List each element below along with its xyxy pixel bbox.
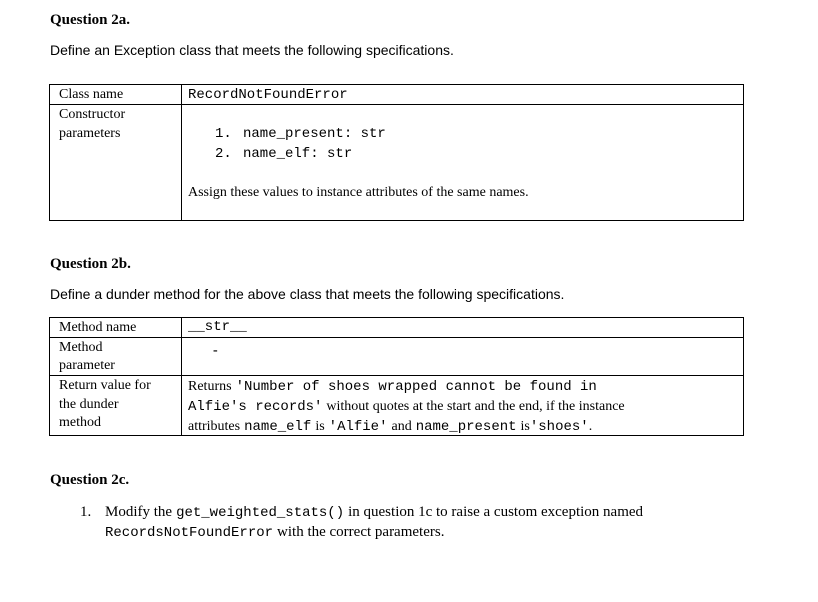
q2c-item-line1 xyxy=(105,502,643,523)
value-alfie: 'Alfie' xyxy=(328,419,388,435)
q2c-text-params: with the correct parameters. xyxy=(277,524,445,540)
is-word-1: is xyxy=(315,419,325,434)
param-1-number: 1. xyxy=(215,126,232,142)
q2c-function-name: get_weighted_stats() xyxy=(176,505,345,521)
q2a-table-row-line xyxy=(49,104,744,105)
q2a-heading: Question 2a. xyxy=(50,12,131,28)
return-label-line3: method xyxy=(59,415,101,430)
value-shoes: 'shoes' xyxy=(529,419,589,435)
q2c-text-raise: in question 1c to raise a custom exception named xyxy=(348,504,644,520)
class-name-value: RecordNotFoundError xyxy=(188,87,348,103)
q2a-intro: Define an Exception class that meets the following specifications. xyxy=(50,42,454,58)
q2b-table-row-line-1 xyxy=(49,337,744,338)
method-param-label-line2: parameter xyxy=(59,358,115,373)
return-value-line3 xyxy=(188,416,592,437)
class-name-label: Class name xyxy=(59,87,124,102)
and-word: and xyxy=(391,419,412,434)
param-2-text: name_elf: str xyxy=(243,146,353,162)
returns-word: Returns xyxy=(188,379,232,394)
return-label-line2: the dunder xyxy=(59,397,119,412)
assign-instruction: Assign these values to instance attributes of the same names. xyxy=(188,185,529,200)
q2c-item-line2 xyxy=(105,522,444,543)
param-1-text: name_present: str xyxy=(243,126,386,142)
q2c-heading: Question 2c. xyxy=(50,472,130,488)
attributes-word: attributes xyxy=(188,419,241,434)
return-text-part2: without quotes at the start and the end, if the instance xyxy=(326,399,625,414)
return-value-line1 xyxy=(188,376,597,397)
q2b-heading: Question 2b. xyxy=(50,256,131,272)
q2b-table-divider xyxy=(181,317,182,436)
method-name-value: __str__ xyxy=(188,319,247,335)
period: . xyxy=(588,419,593,434)
return-string-part1: 'Number of shoes wrapped cannot be found in xyxy=(235,379,597,395)
q2c-item-number: 1. xyxy=(80,504,92,520)
constructor-label-line2: parameters xyxy=(59,126,121,141)
return-value-line2 xyxy=(188,396,625,417)
param-2-number: 2. xyxy=(215,146,232,162)
q2c-exception-name: RecordsNotFoundError xyxy=(105,525,274,541)
q2b-intro: Define a dunder method for the above class that meets the following specifications. xyxy=(50,286,565,302)
return-label-line1: Return value for xyxy=(59,378,151,393)
attr-name-elf: name_elf xyxy=(244,419,312,435)
return-string-part2: Alfie's records' xyxy=(188,399,323,415)
attr-name-present: name_present xyxy=(415,419,517,435)
q2c-text-modify: Modify the xyxy=(105,504,173,520)
method-name-label: Method name xyxy=(59,320,137,335)
constructor-label-line1: Constructor xyxy=(59,107,126,122)
method-param-value: - xyxy=(213,343,218,358)
is-word-2: is xyxy=(520,419,530,434)
method-param-label-line1: Method xyxy=(59,340,103,355)
